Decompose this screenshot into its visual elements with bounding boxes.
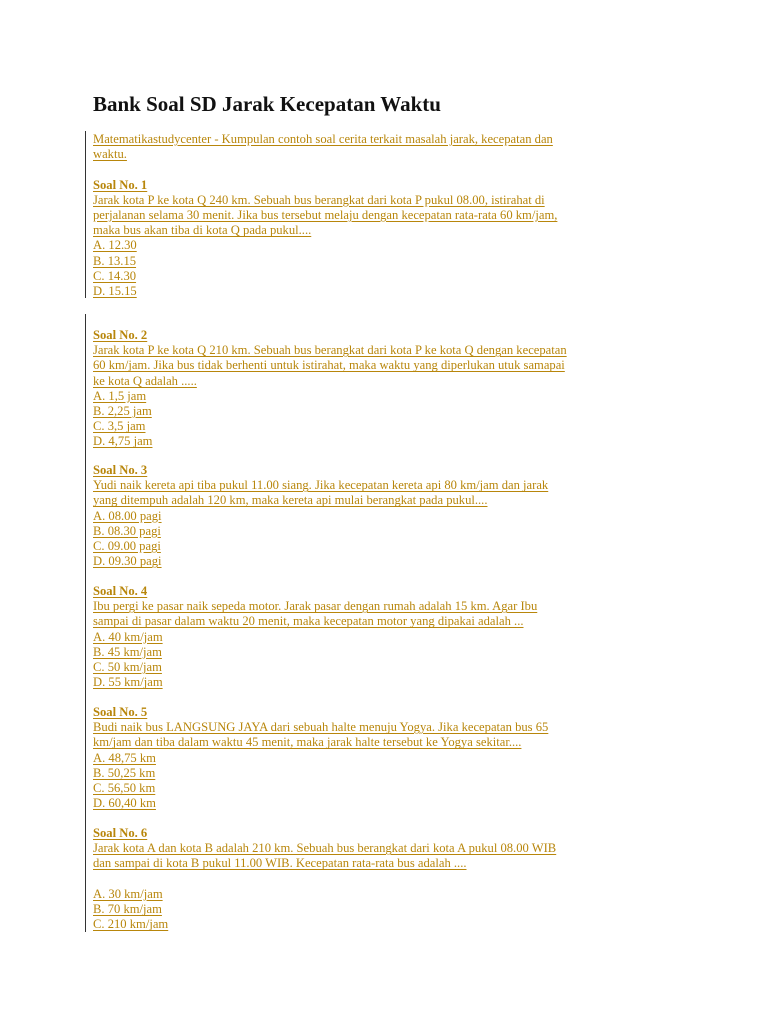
question-block: [93, 826, 693, 872]
margin-bar: [85, 131, 86, 298]
question-text[interactable]: Yudi naik kereta api tiba pukul 11.00 siang. Jika kecepatan kereta api 80 km/jam dan jarak: [93, 478, 549, 493]
question-text[interactable]: 60 km/jam. Jika bus tidak berhenti untuk istirahat, maka waktu yang diperlukan utuk samapai: [93, 358, 565, 373]
answer-option[interactable]: B. 2,25 jam: [93, 404, 152, 419]
question-text[interactable]: Ibu pergi ke pasar naik sepeda motor. Jarak pasar dengan rumah adalah 15 km. Agar Ibu: [93, 599, 538, 614]
question-text[interactable]: perjalanan selama 30 menit. Jika bus tersebut melaju dengan kecepatan rata-rata 60 km/jam,: [93, 208, 558, 222]
page-title: Bank Soal SD Jarak Kecepatan Waktu: [93, 92, 441, 116]
question-heading[interactable]: Soal No. 1: [93, 177, 148, 192]
answer-option[interactable]: D. 09.30 pagi: [93, 554, 162, 569]
margin-bar: [85, 314, 86, 932]
answer-option[interactable]: D. 60,40 km: [93, 796, 156, 811]
question-block: [93, 705, 693, 811]
answer-option[interactable]: C. 3,5 jam: [93, 419, 146, 434]
answer-option[interactable]: B. 70 km/jam: [93, 902, 162, 917]
answer-option[interactable]: A. 30 km/jam: [93, 887, 163, 901]
answer-option[interactable]: D. 15.15: [93, 284, 137, 299]
question-heading[interactable]: Soal No. 3: [93, 463, 148, 477]
answer-option[interactable]: A. 08.00 pagi: [93, 508, 162, 523]
answer-option[interactable]: B. 50,25 km: [93, 765, 156, 780]
question-text[interactable]: Budi naik bus LANGSUNG JAYA dari sebuah halte menuju Yogya. Jika kecepatan bus 65: [93, 720, 549, 735]
answer-option[interactable]: D. 55 km/jam: [93, 675, 163, 690]
answer-option[interactable]: B. 45 km/jam: [93, 644, 162, 659]
answer-option[interactable]: B. 13.15: [93, 253, 137, 268]
answer-option[interactable]: A. 1,5 jam: [93, 388, 147, 403]
question-heading[interactable]: Soal No. 2: [93, 328, 148, 342]
answer-option[interactable]: C. 50 km/jam: [93, 660, 162, 675]
question-text[interactable]: km/jam dan tiba dalam waktu 45 menit, maka jarak halte tersebut ke Yogya sekitar....: [93, 735, 522, 750]
question-heading[interactable]: Soal No. 6: [93, 826, 148, 840]
question-text[interactable]: maka bus akan tiba di kota Q pada pukul....: [93, 223, 312, 238]
intro-line[interactable]: waktu.: [93, 147, 127, 162]
answer-option[interactable]: C. 210 km/jam: [93, 917, 169, 932]
question-heading[interactable]: Soal No. 5: [93, 705, 148, 719]
question-block: [93, 328, 693, 450]
question-text[interactable]: Jarak kota P ke kota Q 240 km. Sebuah bus berangkat dari kota P pukul 08.00, istirahat di: [93, 192, 545, 207]
question-text[interactable]: Jarak kota P ke kota Q 210 km. Sebuah bus berangkat dari kota P ke kota Q dengan kecepatan: [93, 343, 567, 358]
question-text[interactable]: yang ditempuh adalah 120 km, maka kereta api mulai berangkat pada pukul....: [93, 493, 488, 508]
answer-option[interactable]: C. 09.00 pagi: [93, 539, 161, 554]
answer-option[interactable]: A. 12.30: [93, 238, 137, 253]
question-text[interactable]: Jarak kota A dan kota B adalah 210 km. Sebuah bus berangkat dari kota A pukul 08.00 WIB: [93, 841, 557, 856]
question-heading[interactable]: Soal No. 4: [93, 584, 148, 598]
answer-option[interactable]: D. 4,75 jam: [93, 434, 153, 449]
question-text[interactable]: sampai di pasar dalam waktu 20 menit, maka kecepatan motor yang dipakai adalah ...: [93, 614, 524, 629]
intro-block: [93, 132, 693, 299]
answer-option[interactable]: A. 40 km/jam: [93, 629, 163, 644]
question-text[interactable]: dan sampai di kota B pukul 11.00 WIB. Kecepatan rata-rata bus adalah ....: [93, 856, 467, 871]
question-block: [93, 463, 693, 569]
answer-option[interactable]: A. 48,75 km: [93, 750, 156, 765]
answer-option[interactable]: B. 08.30 pagi: [93, 523, 161, 538]
question-options: [93, 887, 693, 933]
answer-option[interactable]: C. 56,50 km: [93, 781, 156, 796]
question-text[interactable]: ke kota Q adalah .....: [93, 373, 197, 388]
intro-line[interactable]: Matematikastudycenter - Kumpulan contoh soal cerita terkait masalah jarak, kecepatan dan: [93, 132, 553, 146]
answer-option[interactable]: C. 14.30: [93, 268, 137, 283]
question-block: [93, 584, 693, 690]
